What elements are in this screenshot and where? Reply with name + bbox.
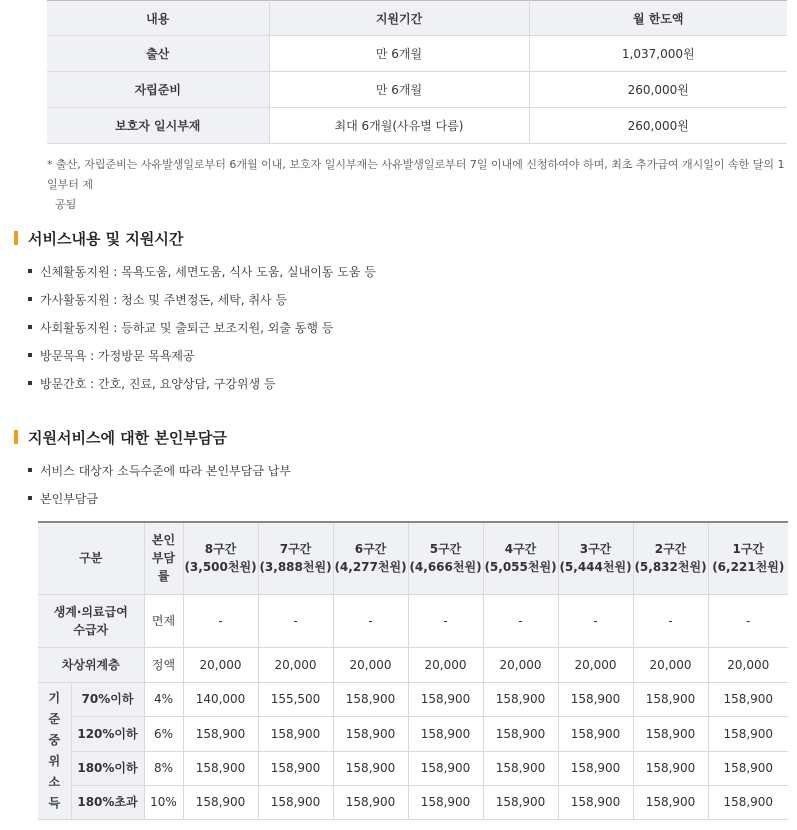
header-bracket: 1구간 (6,221천원) (708, 522, 788, 594)
cell: 158,900 (258, 785, 333, 819)
row-rate: 4% (144, 682, 183, 716)
cell: 158,900 (183, 751, 258, 785)
list-item: 사회활동지원 : 등하교 및 출퇴근 보조지원, 외출 동행 등 (28, 314, 376, 342)
cell: 158,900 (633, 751, 708, 785)
row-period: 만 6개월 (269, 36, 529, 72)
cell: 20,000 (708, 647, 788, 682)
row-rate: 정액 (144, 647, 183, 682)
cell: 158,900 (558, 682, 633, 716)
bullet-icon (28, 353, 32, 357)
list-item: 본인부담금 (28, 485, 291, 513)
bullet-icon (28, 468, 32, 472)
row-median-over-180 (38, 785, 788, 819)
header-bracket: 4구간 (5,055천원) (483, 522, 558, 594)
row-label: 생계·의료급여 수급자 (38, 594, 144, 647)
cell: 158,900 (183, 785, 258, 819)
list-item: 방문목욕 : 가정방문 목욕제공 (28, 342, 376, 370)
row-label: 120%이하 (71, 716, 144, 751)
row-label: 180%초과 (71, 785, 144, 819)
row-rate: 8% (144, 751, 183, 785)
header-bracket: 5구간 (4,666천원) (408, 522, 483, 594)
section-title-text: 서비스내용 및 지원시간 (28, 230, 184, 248)
header-content: 내용 (47, 1, 269, 36)
list-item: 방문간호 : 간호, 진료, 요양상담, 구강위생 등 (28, 370, 376, 398)
cell: 158,900 (483, 751, 558, 785)
row-label: 차상위계층 (38, 647, 144, 682)
burden-header-row (38, 522, 788, 594)
row-label: 자립준비 (47, 72, 269, 108)
section-title-burden (14, 428, 227, 448)
list-item: 신체활동지원 : 목욕도움, 세면도움, 식사 도움, 실내이동 도움 등 (28, 258, 376, 286)
cell: 20,000 (333, 647, 408, 682)
cell: 20,000 (408, 647, 483, 682)
cell: 158,900 (408, 751, 483, 785)
header-bracket: 2구간 (5,832천원) (633, 522, 708, 594)
row-limit: 1,037,000원 (529, 36, 787, 72)
cell: 158,900 (558, 751, 633, 785)
bullet-icon (28, 381, 32, 385)
row-label: 180%이하 (71, 751, 144, 785)
bullet-icon (28, 325, 32, 329)
header-limit: 월 한도액 (529, 1, 787, 36)
median-income-group-label: 기 준 중 위 소 득 (38, 682, 71, 819)
table-row (47, 72, 787, 108)
cell: - (708, 594, 788, 647)
burden-list (28, 457, 291, 513)
section-title-text: 지원서비스에 대한 본인부담금 (28, 429, 227, 447)
cell: 158,900 (708, 785, 788, 819)
support-period-table (47, 0, 787, 144)
cell: 158,900 (633, 785, 708, 819)
header-bracket: 8구간 (3,500천원) (183, 522, 258, 594)
bullet-icon (28, 269, 32, 273)
row-limit: 260,000원 (529, 108, 787, 144)
cell: 158,900 (333, 785, 408, 819)
cell: 158,900 (183, 716, 258, 751)
row-median-120 (38, 716, 788, 751)
header-period: 지원기간 (269, 1, 529, 36)
header-rate: 본인 부담 률 (144, 522, 183, 594)
cell: - (183, 594, 258, 647)
row-period: 최대 6개월(사유별 다름) (269, 108, 529, 144)
cell: 158,900 (708, 751, 788, 785)
footnote-line-1: * 출산, 자립준비는 사유발생일로부터 6개월 이내, 보호자 일시부재는 사유발생일로부터 7일 이내에 신청하여야 하며, 최초 추가급여 개시일이 속한 달의 1일부터 제 (47, 158, 785, 191)
row-basic-livelihood (38, 594, 788, 647)
burden-table (38, 521, 788, 820)
header-bracket: 3구간 (5,444천원) (558, 522, 633, 594)
section-title-service (14, 229, 183, 249)
cell: 20,000 (558, 647, 633, 682)
cell: 158,900 (483, 785, 558, 819)
row-rate: 6% (144, 716, 183, 751)
cell: 20,000 (483, 647, 558, 682)
table-row (47, 108, 787, 144)
cell: - (483, 594, 558, 647)
cell: 20,000 (258, 647, 333, 682)
row-label: 출산 (47, 36, 269, 72)
cell: 158,900 (408, 682, 483, 716)
cell: 20,000 (183, 647, 258, 682)
cell: 158,900 (633, 716, 708, 751)
header-bracket: 6구간 (4,277천원) (333, 522, 408, 594)
row-near-poverty (38, 647, 788, 682)
row-rate: 면제 (144, 594, 183, 647)
cell: 158,900 (633, 682, 708, 716)
cell: 155,500 (258, 682, 333, 716)
cell: 158,900 (408, 785, 483, 819)
row-median-70 (38, 682, 788, 716)
row-limit: 260,000원 (529, 72, 787, 108)
list-item: 서비스 대상자 소득수준에 따라 본인부담금 납부 (28, 457, 291, 485)
row-period: 만 6개월 (269, 72, 529, 108)
row-median-180 (38, 751, 788, 785)
footnote (47, 155, 787, 215)
cell: 158,900 (258, 751, 333, 785)
cell: 158,900 (558, 716, 633, 751)
service-list (28, 258, 376, 398)
row-label: 보호자 일시부재 (47, 108, 269, 144)
bullet-icon (28, 297, 32, 301)
table-row (47, 36, 787, 72)
row-label: 70%이하 (71, 682, 144, 716)
header-bracket: 7구간 (3,888천원) (258, 522, 333, 594)
cell: 140,000 (183, 682, 258, 716)
bullet-icon (28, 496, 32, 500)
cell: 158,900 (483, 682, 558, 716)
cell: - (633, 594, 708, 647)
cell: - (558, 594, 633, 647)
table-header-row (47, 1, 787, 36)
header-category: 구분 (38, 522, 144, 594)
cell: 158,900 (258, 716, 333, 751)
cell: 158,900 (333, 682, 408, 716)
cell: 20,000 (633, 647, 708, 682)
cell: 158,900 (333, 716, 408, 751)
list-item: 가사활동지원 : 청소 및 주변정돈, 세탁, 취사 등 (28, 286, 376, 314)
cell: - (258, 594, 333, 647)
cell: - (408, 594, 483, 647)
cell: - (333, 594, 408, 647)
section-marker-icon (14, 231, 18, 245)
cell: 158,900 (483, 716, 558, 751)
cell: 158,900 (708, 682, 788, 716)
cell: 158,900 (558, 785, 633, 819)
cell: 158,900 (708, 716, 788, 751)
row-rate: 10% (144, 785, 183, 819)
section-marker-icon (14, 430, 18, 444)
cell: 158,900 (408, 716, 483, 751)
cell: 158,900 (333, 751, 408, 785)
footnote-line-2: 공됨 (55, 198, 77, 211)
